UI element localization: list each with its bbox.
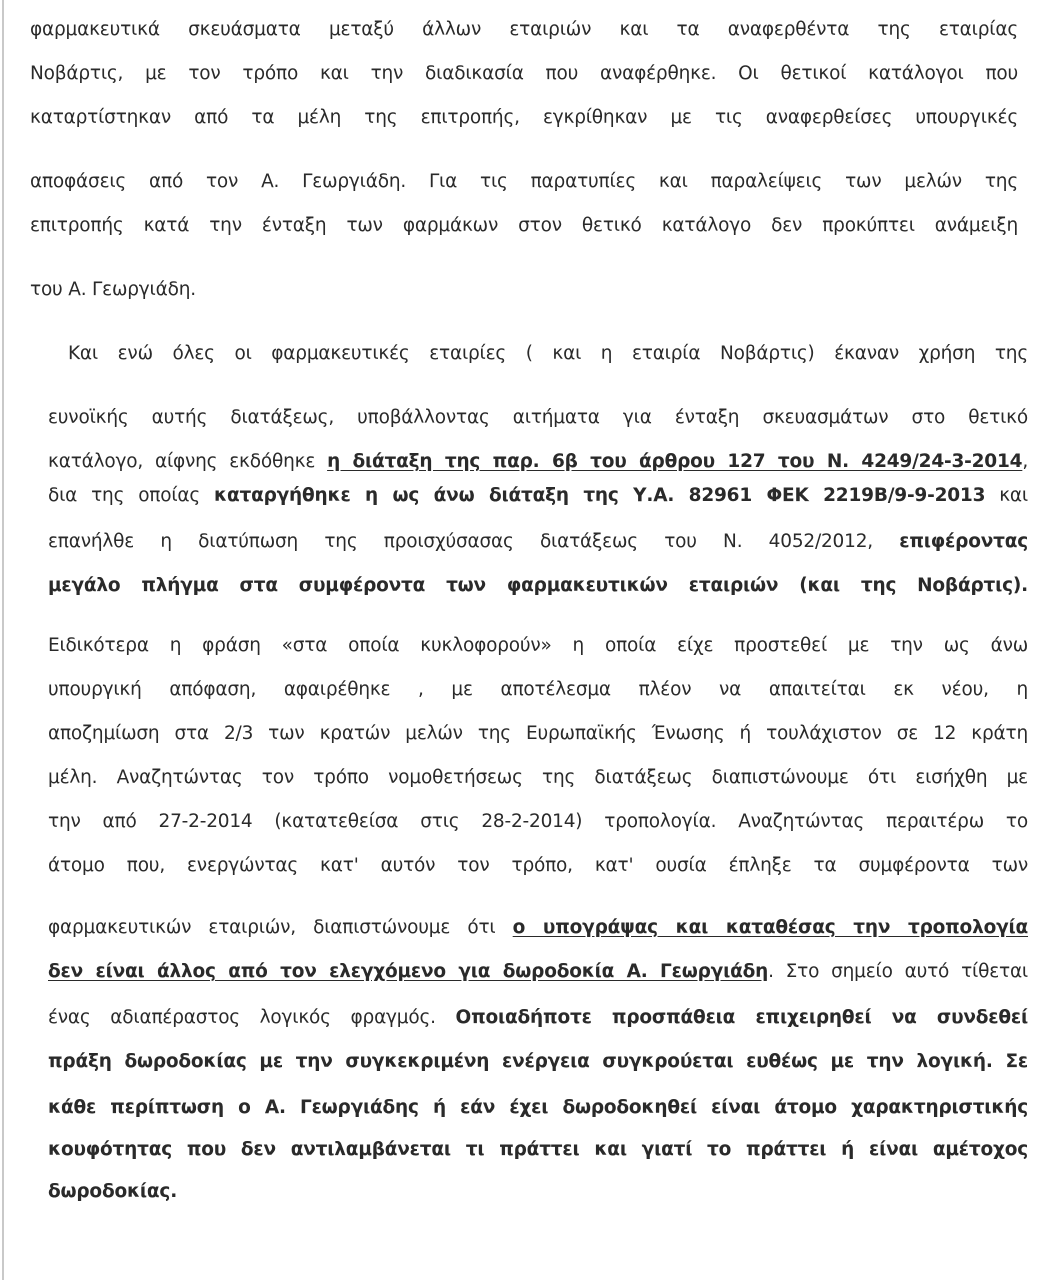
bold-text: επιφέροντας <box>899 531 1028 552</box>
text-line <box>68 342 1028 366</box>
text-line <box>48 722 1028 746</box>
text-segment: μέλη. Αναζητώντας τον τρόπο νομοθετήσεως της διατάξεως διαπιστώνουμε ότι εισήχθη με <box>48 767 1028 788</box>
text-segment: την από 27-2-2014 (κατατεθείσα στις 28-2-2014) τροπολογία. Αναζητώντας περαιτέρω το <box>48 811 1028 832</box>
text-segment: κατάλογο, αίφνης εκδόθηκε <box>48 451 328 472</box>
text-line <box>48 484 1028 508</box>
text-segment: αποζημίωση στα 2/3 των κρατών μελών της Ευρωπαϊκής Ένωσης ή τουλάχιστον σε 12 κράτη <box>48 723 1028 744</box>
underlined-bold-text: η διάταξη της παρ. 6β του άρθρου 127 του Ν. 4249/24-3-2014 <box>327 451 1023 472</box>
text-segment: υπουργική απόφαση, αφαιρέθηκε , με αποτέλεσμα πλέον να απαιτείται εκ νέου, η <box>48 679 1028 700</box>
text-line <box>48 1006 1028 1030</box>
text-line <box>30 62 1018 86</box>
text-line <box>30 214 1018 238</box>
text-line <box>30 278 1018 302</box>
bold-text: Οποιαδήποτε προσπάθεια επιχειρηθεί να συνδεθεί <box>455 1007 1029 1028</box>
text-segment: άτομο που, ενεργώντας κατ' αυτόν τον τρόπο, κατ' ουσία έπληξε τα συμφέροντα των <box>48 855 1028 876</box>
text-segment: Νοβάρτις, με τον τρόπο και την διαδικασία που αναφέρθηκε. Οι θετικοί κατάλογοι που <box>30 63 1018 84</box>
text-segment: δια της οποίας <box>48 485 215 506</box>
text-line <box>48 406 1028 430</box>
bold-text: μεγάλο πλήγμα στα συμφέροντα των φαρμακευτικών εταιριών (και της Νοβάρτις). <box>48 575 1028 596</box>
text-line <box>48 766 1028 790</box>
text-line <box>48 450 1028 474</box>
bold-text: καταργήθηκε η ως άνω διάταξη της Υ.Α. 82961 ΦΕΚ 2219Β/9-9-2013 <box>214 485 986 506</box>
text-line <box>48 960 1028 984</box>
bold-text: κάθε περίπτωση ο Α. Γεωργιάδης ή εάν έχει δωροδοκηθεί είναι άτομο χαρακτηριστικής <box>48 1097 1028 1118</box>
text-segment: Και ενώ όλες οι φαρμακευτικές εταιρίες ( και η εταιρία Νοβάρτις) έκαναν χρήση της <box>68 343 1028 364</box>
text-line <box>48 1096 1028 1120</box>
text-line <box>30 18 1018 42</box>
underlined-bold-text: δεν είναι άλλος από τον ελεγχόμενο για δωροδοκία Α. Γεωργιάδη <box>48 961 769 982</box>
text-line <box>48 678 1028 702</box>
text-segment: . Στο σημείο αυτό τίθεται <box>768 961 1028 982</box>
text-segment: επανήλθε η διατύπωση της προισχύσασας διατάξεως του Ν. 4052/2012, <box>48 531 900 552</box>
text-line <box>48 1180 1028 1204</box>
text-line <box>48 1050 1028 1074</box>
bold-text: κουφότητας που δεν αντιλαμβάνεται τι πράττει και γιατί το πράττει ή είναι αμέτοχος <box>48 1139 1028 1160</box>
bold-text: δωροδοκίας. <box>48 1181 178 1202</box>
text-segment: επιτροπής κατά την ένταξη των φαρμάκων στον θετικό κατάλογο δεν προκύπτει ανάμειξη <box>30 215 1018 236</box>
text-segment: καταρτίστηκαν από τα μέλη της επιτροπής, εγκρίθηκαν με τις αναφερθείσες υπουργικές <box>30 107 1018 128</box>
scan-edge-line <box>2 0 4 1280</box>
underlined-bold-text: ο υπογράψας και καταθέσας την τροπολογία <box>512 917 1029 938</box>
text-segment: , <box>1022 451 1029 472</box>
text-segment: και <box>985 485 1028 506</box>
text-line <box>48 574 1028 598</box>
text-line <box>30 106 1018 130</box>
bold-text: πράξη δωροδοκίας με την συγκεκριμένη ενέργεια συγκρούεται ευθέως με την λογική. Σε <box>48 1051 1028 1072</box>
text-line <box>48 916 1028 940</box>
text-segment: Ειδικότερα η φράση «στα οποία κυκλοφορούν» η οποία είχε προστεθεί με την ως άνω <box>48 635 1028 656</box>
text-line <box>48 634 1028 658</box>
text-segment: φαρμακευτικών εταιριών, διαπιστώνουμε ότι <box>48 917 513 938</box>
text-segment: ευνοϊκής αυτής διατάξεως, υποβάλλοντας αιτήματα για ένταξη σκευασμάτων στο θετικό <box>48 407 1028 428</box>
text-line <box>48 530 1028 554</box>
text-line <box>30 170 1018 194</box>
text-segment: ένας αδιαπέραστος λογικός φραγμός. <box>48 1007 456 1028</box>
text-line <box>48 810 1028 834</box>
text-segment: φαρμακευτικά σκευάσματα μεταξύ άλλων εταιριών και τα αναφερθέντα της εταιρίας <box>30 19 1018 40</box>
text-line <box>48 854 1028 878</box>
text-segment: του Α. Γεωργιάδη. <box>30 279 196 300</box>
text-line <box>48 1138 1028 1162</box>
text-segment: αποφάσεις από τον Α. Γεωργιάδη. Για τις παρατυπίες και παραλείψεις των μελών της <box>30 171 1018 192</box>
